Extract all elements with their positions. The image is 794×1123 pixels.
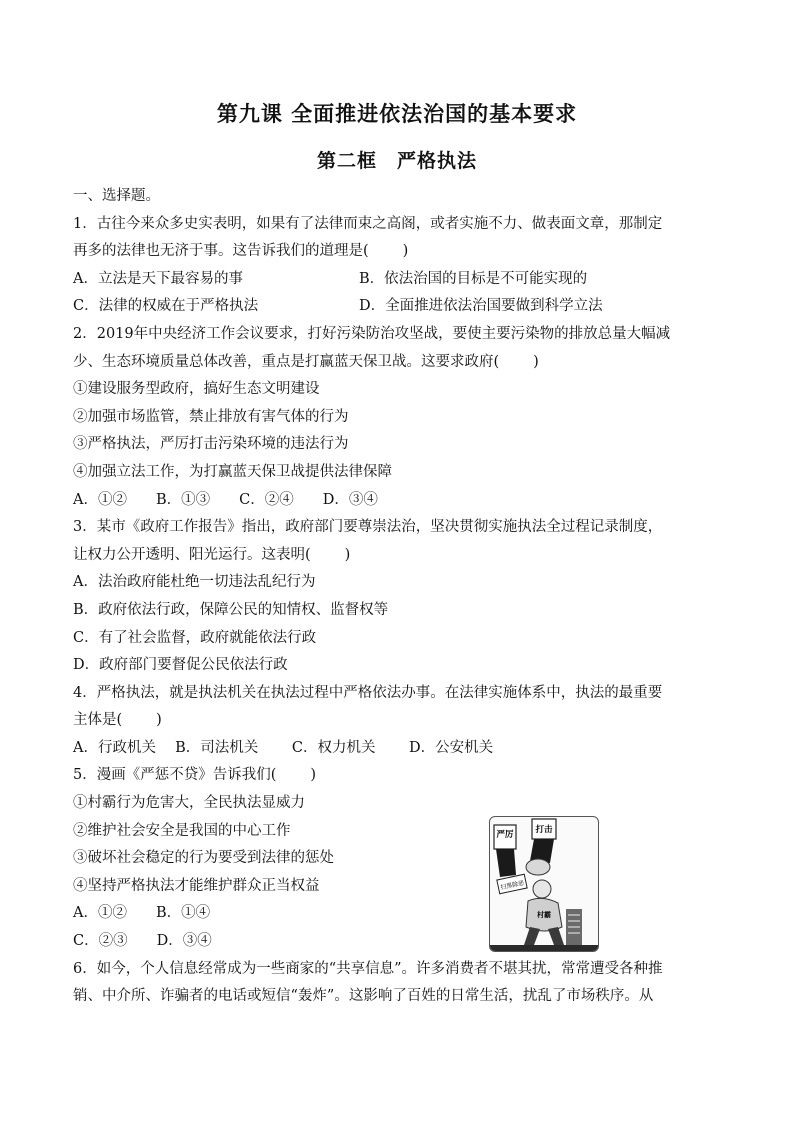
q5-stem xyxy=(73,762,725,790)
q4-stem-line-2 xyxy=(73,707,725,735)
q2-item-4: ④加强立法工作，为打赢蓝天保卫战提供法律保障 xyxy=(73,463,392,480)
q2-item-2: ②加强市场监管，禁止排放有害气体的行为 xyxy=(73,408,349,425)
q3-option-c: C．有了社会监督，政府就能依法行政 xyxy=(73,629,317,646)
left-arm xyxy=(496,849,516,877)
q1-options-row-1 xyxy=(73,266,725,294)
q1-stem-text: 再多的法律也无济于事。这告诉我们的道理是( xyxy=(73,243,369,260)
q5-item-2: ②维护社会安全是我国的中心工作 xyxy=(73,822,291,839)
q3-option-a: A．法治政府能杜绝一切违法乱纪行为 xyxy=(73,574,316,591)
q4-options: A．行政机关 B．司法机关 C．权力机关 D．公安机关 xyxy=(73,739,494,756)
cartoon-label-daji: 打击 xyxy=(535,825,553,835)
q5-item-4: ④坚持严格执法才能维护群众正当权益 xyxy=(73,877,320,894)
cartoon-label-saohei: 扫黑除恶 xyxy=(499,879,525,892)
q6-stem-line-1: 6．如今，个人信息经常成为一些商家的“共享信息”。许多消费者不堪其扰，常常遭受各种推 xyxy=(73,960,663,977)
section-heading: 一、选择题。 xyxy=(73,188,160,204)
q2-stem-line-1: 2．2019年中央经济工作会议要求，打好污染防治攻坚战，要使主要污染物的排放总量大幅减 xyxy=(73,325,671,342)
q5-item-3: ③破坏社会稳定的行为要受到法律的惩处 xyxy=(73,850,334,867)
q5-stem-end: ) xyxy=(310,767,317,784)
q1-option-c: C．法律的权威在于严格执法 xyxy=(73,298,259,315)
q1-option-d: D．全面推进依法治国要做到科学立法 xyxy=(359,298,603,315)
cartoon-label-cunba: 村霸 xyxy=(537,911,551,919)
q5-stem-text: 5．漫画《严惩不贷》告诉我们( xyxy=(73,767,277,784)
ground xyxy=(490,945,598,951)
q1-options-row-2 xyxy=(73,293,725,321)
q1-option-a: A．立法是天下最容易的事 xyxy=(73,270,243,287)
q1-stem-line-1: 1．古往今来众多史实表明，如果有了法律而束之高阁，或者实施不力、做表面文章，那制定 xyxy=(73,215,663,232)
q3-stem-line-2 xyxy=(73,542,725,570)
figure-head xyxy=(533,880,551,898)
figure-leg-left xyxy=(524,927,540,945)
q1-stem-line-2 xyxy=(73,238,725,266)
q2-stem-end: ) xyxy=(533,353,539,370)
hand xyxy=(526,859,550,875)
q4-stem-line-1: 4．严格执法，就是执法机关在执法过程中严格依法办事。在法律实施体系中，执法的最重要 xyxy=(73,684,663,701)
q4-stem-end: ) xyxy=(156,712,162,729)
q2-options: A．①② B．①③ C．②④ D．③④ xyxy=(73,491,378,508)
q2-stem-line-2 xyxy=(73,349,725,377)
section-subtitle: 第二框 严格执法 xyxy=(316,150,477,172)
lesson-title: 第九课 全面推进依法治国的基本要求 xyxy=(216,101,578,126)
q2-item-3: ③严格执法，严厉打击污染环境的违法行为 xyxy=(73,436,349,453)
q3-option-d: D．政府部门要督促公民依法行政 xyxy=(73,657,288,674)
q2-stem-text: 少、生态环境质量总体改善，重点是打赢蓝天保卫战。这要求政府( xyxy=(73,353,500,370)
q2-item-1: ①建设服务型政府，搞好生态文明建设 xyxy=(73,381,320,398)
cartoon-label-yanli: 严厉 xyxy=(496,830,514,840)
q1-stem-end: ) xyxy=(402,243,409,260)
q6-stem-line-2: 销、中介所、诈骗者的电话或短信“轰炸”。这影响了百姓的日常生活，扰乱了市场秩序。从 xyxy=(73,988,654,1005)
q3-stem-text: 让权力公开透明、阳光运行。这表明( xyxy=(73,546,311,563)
figure-leg-right xyxy=(548,927,564,945)
q5-item-1: ①村霸行为危害大，全民执法显威力 xyxy=(73,795,305,812)
q1-option-b: B．依法治国的目标是不可能实现的 xyxy=(359,270,588,287)
q5-options-line-2: C．②③ D．③④ xyxy=(73,933,212,950)
cartoon-illustration xyxy=(489,816,599,952)
q3-option-b: B．政府依法行政，保障公民的知情权、监督权等 xyxy=(73,601,389,618)
q5-options-line-1: A．①② B．①④ xyxy=(73,905,211,922)
q3-stem-end: ) xyxy=(344,546,351,563)
cartoon-drawing xyxy=(490,817,598,951)
q3-stem-line-1: 3．某市《政府工作报告》指出，政府部门要尊崇法治，坚决贯彻实施执法全过程记录制度， xyxy=(73,519,663,536)
question-content xyxy=(73,183,725,1011)
q4-stem-text: 主体是( xyxy=(73,712,123,729)
